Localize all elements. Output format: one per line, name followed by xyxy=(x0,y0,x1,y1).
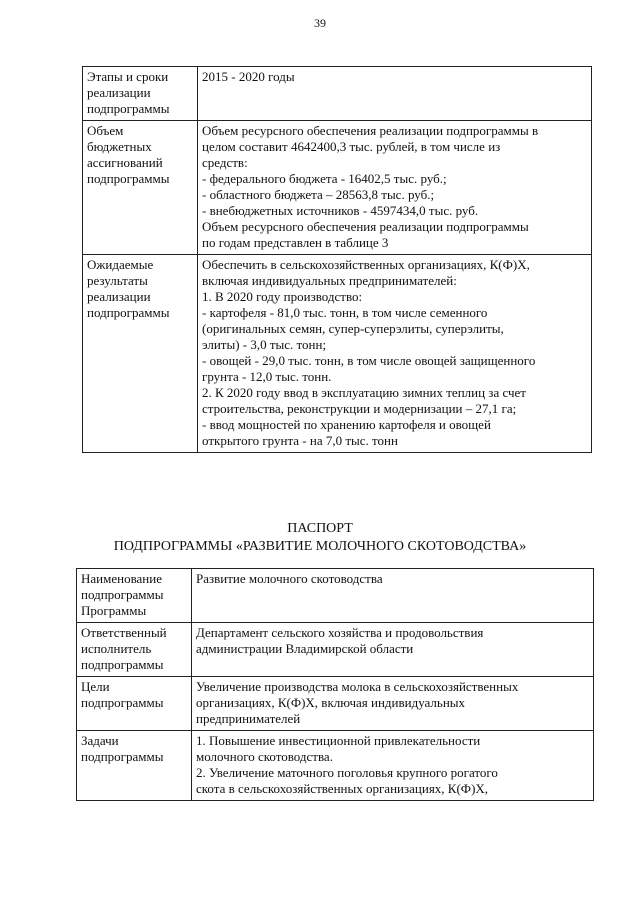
content-line: - внебюджетных источников - 4597434,0 тыс. руб. xyxy=(202,203,479,218)
label-line: подпрограммы xyxy=(81,657,164,672)
content-line: предпринимателей xyxy=(196,711,301,726)
label-line: ассигнований xyxy=(87,155,163,170)
content-line: 1. Повышение инвестиционной привлекательности xyxy=(196,733,481,748)
label-line: реализации xyxy=(87,289,151,304)
row-content xyxy=(192,731,594,801)
content-line: молочного скотоводства. xyxy=(196,749,333,764)
label-line: Ожидаемые xyxy=(87,257,154,272)
content-line: Объем ресурсного обеспечения реализации подпрограммы в xyxy=(202,123,539,138)
page-number: 39 xyxy=(314,16,326,30)
content-line: - ввод мощностей по хранению картофеля и овощей xyxy=(202,417,491,432)
row-label xyxy=(77,731,192,801)
content-line: средств: xyxy=(202,155,248,170)
content-line: 1. В 2020 году производство: xyxy=(202,289,363,304)
row-content xyxy=(198,67,592,121)
table-row xyxy=(83,121,592,255)
label-line: Этапы и сроки xyxy=(87,69,169,84)
content-line: 2015 - 2020 годы xyxy=(202,69,295,84)
content-line: - федерального бюджета - 16402,5 тыс. руб.; xyxy=(202,171,447,186)
row-content xyxy=(192,569,594,623)
content-line: Объем ресурсного обеспечения реализации подпрограммы xyxy=(202,219,529,234)
content-line: элиты) - 3,0 тыс. тонн; xyxy=(202,337,327,352)
content-line: Увеличение производства молока в сельскохозяйственных xyxy=(196,679,519,694)
content-line: - областного бюджета – 28563,8 тыс. руб.; xyxy=(202,187,435,202)
row-content xyxy=(198,121,592,255)
label-line: результаты xyxy=(87,273,148,288)
label-line: подпрограммы xyxy=(81,695,164,710)
label-line: Ответственный xyxy=(81,625,167,640)
row-label xyxy=(83,121,198,255)
label-line: Цели xyxy=(81,679,110,694)
row-label xyxy=(83,255,198,453)
label-line: Программы xyxy=(81,603,147,618)
table-row xyxy=(83,67,592,121)
content-line: организациях, К(Ф)Х, включая индивидуальных xyxy=(196,695,466,710)
label-line: реализации xyxy=(87,85,151,100)
content-line: по годам представлен в таблице 3 xyxy=(202,235,389,250)
row-content xyxy=(192,623,594,677)
content-line: грунта - 12,0 тыс. тонн. xyxy=(202,369,332,384)
label-line: бюджетных xyxy=(87,139,152,154)
content-line: строительства, реконструкции и модернизации – 27,1 га; xyxy=(202,401,517,416)
label-line: Задачи xyxy=(81,733,119,748)
content-line: Развитие молочного скотоводства xyxy=(196,571,383,586)
passport-title xyxy=(0,520,640,556)
content-line: - картофеля - 81,0 тыс. тонн, в том числе семенного xyxy=(202,305,488,320)
content-line: скота в сельскохозяйственных организациях, К(Ф)Х, xyxy=(196,781,489,796)
table-row xyxy=(77,623,594,677)
label-line: Наименование xyxy=(81,571,162,586)
table-row xyxy=(77,569,594,623)
content-line: администрации Владимирской области xyxy=(196,641,414,656)
label-line: подпрограммы xyxy=(87,101,170,116)
row-content xyxy=(192,677,594,731)
content-line: (оригинальных семян, супер-суперэлиты, суперэлиты, xyxy=(202,321,504,336)
row-content xyxy=(198,255,592,453)
passport-table xyxy=(76,568,594,801)
row-label xyxy=(83,67,198,121)
row-label xyxy=(77,569,192,623)
content-line: включая индивидуальных предпринимателей: xyxy=(202,273,457,288)
passport-subtitle: ПОДПРОГРАММЫ «РАЗВИТИЕ МОЛОЧНОГО СКОТОВОДСТВА» xyxy=(113,539,527,554)
label-line: подпрограммы xyxy=(87,305,170,320)
table-row xyxy=(77,677,594,731)
content-line: Департамент сельского хозяйства и продовольствия xyxy=(196,625,484,640)
table-row xyxy=(83,255,592,453)
content-line: целом составит 4642400,3 тыс. рублей, в том числе из xyxy=(202,139,501,154)
content-line: 2. К 2020 году ввод в эксплуатацию зимних теплиц за счет xyxy=(202,385,526,400)
label-line: Объем xyxy=(87,123,124,138)
content-line: 2. Увеличение маточного поголовья крупного рогатого xyxy=(196,765,498,780)
row-label xyxy=(77,623,192,677)
content-line: Обеспечить в сельскохозяйственных организациях, К(Ф)Х, xyxy=(202,257,530,272)
passport-heading: ПАСПОРТ xyxy=(287,521,353,536)
label-line: исполнитель xyxy=(81,641,152,656)
label-line: подпрограммы xyxy=(81,749,164,764)
label-line: подпрограммы xyxy=(87,171,170,186)
row-label xyxy=(77,677,192,731)
table-body xyxy=(83,67,592,453)
subprogram-details-table xyxy=(82,66,592,453)
content-line: открытого грунта - на 7,0 тыс. тонн xyxy=(202,433,398,448)
content-line: - овощей - 29,0 тыс. тонн, в том числе овощей защищенного xyxy=(202,353,536,368)
label-line: подпрограммы xyxy=(81,587,164,602)
table-row xyxy=(77,731,594,801)
table-body xyxy=(77,569,594,801)
